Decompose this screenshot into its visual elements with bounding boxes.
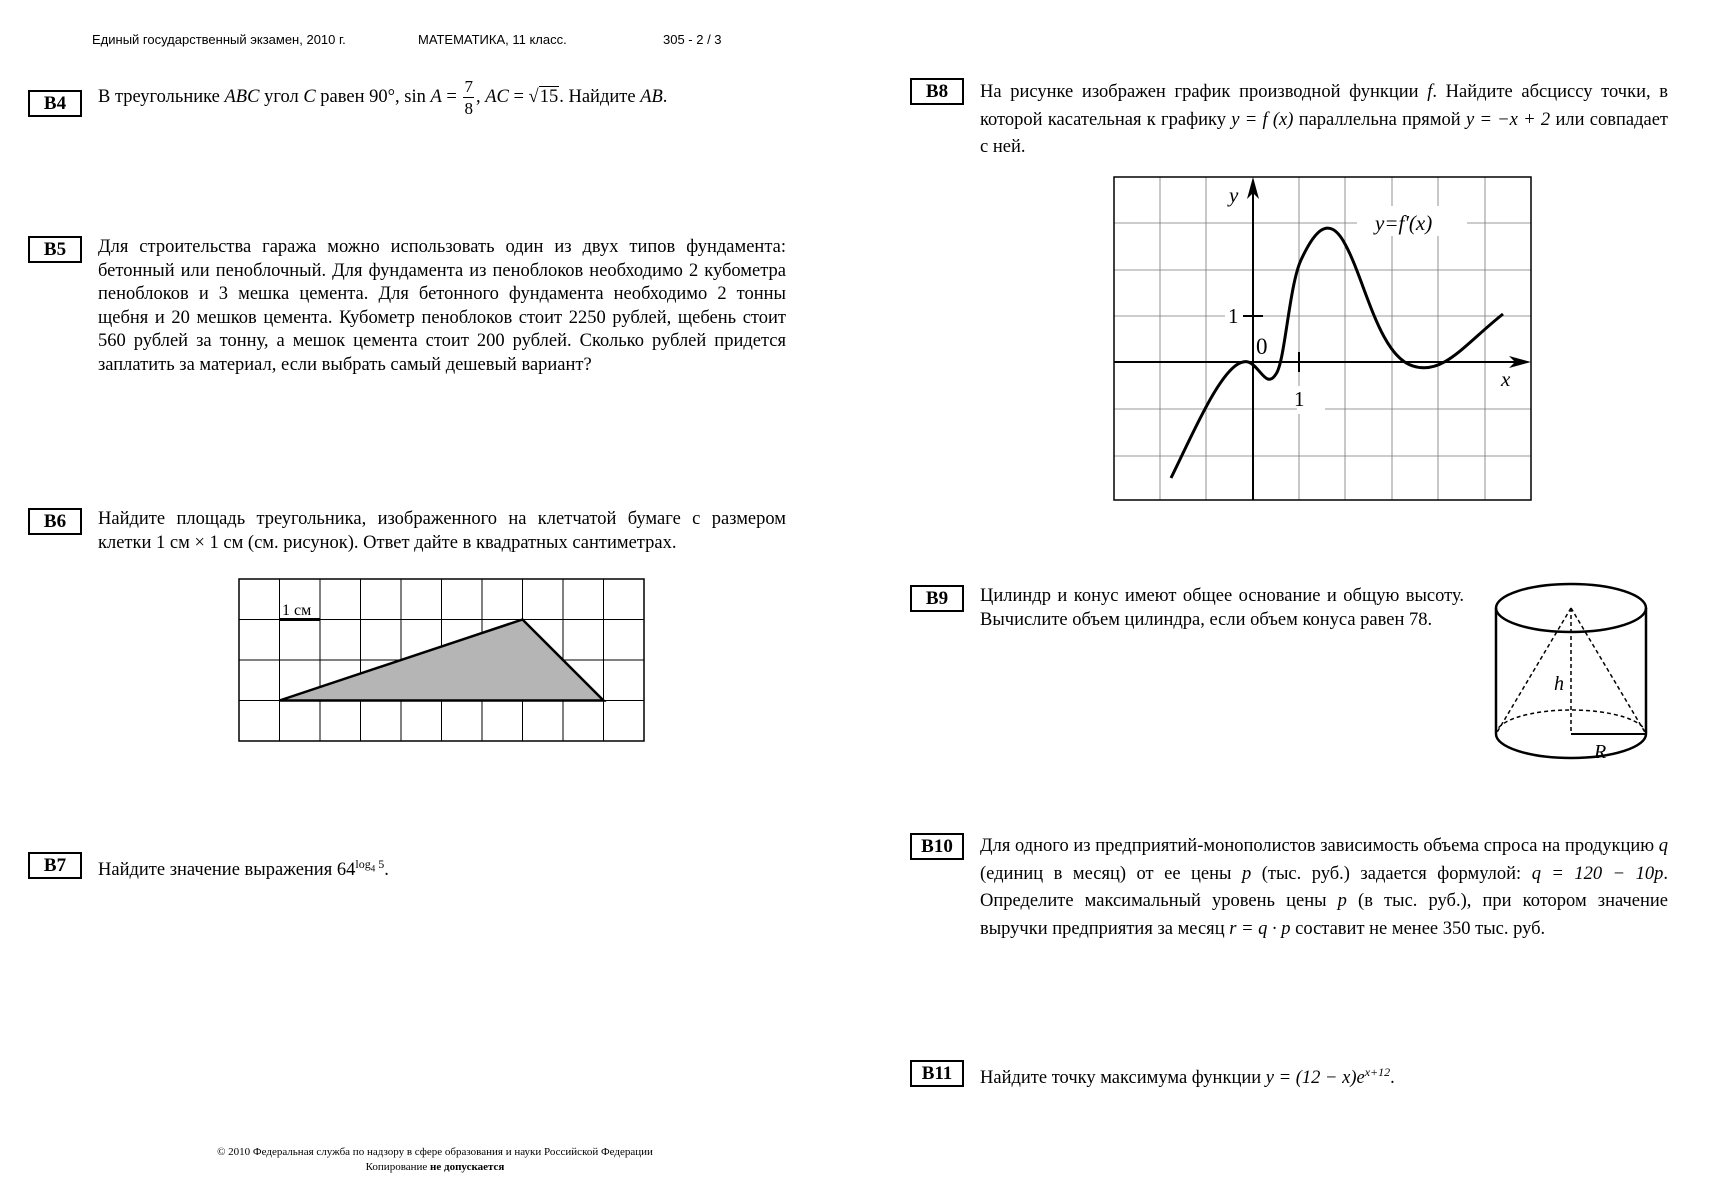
- radius-label: R: [1594, 741, 1607, 763]
- task-b9-text: Цилиндр и конус имеют общее основание и общую высоту. Вычислите объем цилиндра, если объем конуса равен 78.: [980, 586, 1464, 630]
- derivative-curve: [1171, 228, 1503, 478]
- task-label-b11: B11: [910, 1060, 964, 1087]
- task-b4-text: В треугольнике ABC угол C равен 90°, sin A = $\frac{7}{8}$ , AC = √15. Найдите AB.: [98, 77, 668, 118]
- triangle-grid-figure: [238, 578, 648, 746]
- header-page: 305 - 2 / 3: [663, 32, 722, 47]
- origin-label: 0: [1256, 334, 1268, 359]
- footer-copyright: © 2010 Федеральная служба по надзору в сфере образования и науки Российской Федерации: [217, 1146, 653, 1158]
- height-label: h: [1554, 673, 1564, 695]
- task-b8-text: На рисунке изображен график производной функции f. Найдите абсциссу точки, в которой касательная к графику y = f (x) параллельна прямой y = −x + 2 или совпадает с ней.: [980, 82, 1669, 158]
- y-unit-label: 1: [1228, 304, 1239, 328]
- task-b11-text: Найдите точку максимума функции $y = (12 - x)e^{x+12}$.: [980, 1065, 1395, 1089]
- task-label-b10: B10: [910, 833, 964, 860]
- header-exam: Единый государственный экзамен, 2010 г.: [92, 32, 346, 47]
- task-b7-text: Найдите значение выражения $64^{log_4 5}$.: [98, 857, 389, 881]
- fraction-7-8: $\frac{7}{8}$: [464, 77, 473, 118]
- scale-label: 1 см: [282, 602, 312, 619]
- task-label-b8: B8: [910, 78, 964, 105]
- task-label-b4: B4: [28, 90, 82, 117]
- x-unit-label: 1: [1294, 387, 1305, 411]
- cylinder-cone-figure: [1488, 580, 1656, 766]
- task-label-b7: B7: [28, 852, 82, 879]
- curve-label: y=f′(x): [1375, 211, 1433, 235]
- task-b5-text: Для строительства гаража можно использовать один из двух типов фундамента: бетонный или пеноблочный. Для фундамента из пеноблоков необходимо 2 кубометра пеноблоков и 3 мешка цемента. Для бетонного фундамента необходимо 2 тонны щебня и 20 мешков цемента. Кубометр пеноблоков стоит 2250 рублей, щебень стоит 560 рублей за тонну, а мешок цемента стоит 200 рублей. Сколько рублей придется заплатить за материал, если выбрать самый дешевый вариант?: [98, 237, 786, 375]
- task-label-b5: B5: [28, 236, 82, 263]
- task-label-b6: B6: [28, 508, 82, 535]
- task-label-b9: B9: [910, 585, 964, 612]
- x-axis-label: x: [1501, 367, 1511, 391]
- task-b6-text: Найдите площадь треугольника, изображенного на клетчатой бумаге с размером клетки 1 см × 1 см (см. рисунок). Ответ дайте в квадратных сантиметрах.: [98, 509, 786, 553]
- footer-notice: Копирование не допускается: [365, 1161, 505, 1173]
- task-b10-text: Для одного из предприятий-монополистов зависимость объема спроса на продукцию q (единиц в месяц) от ее цены p (тыс. руб.) задается формулой: q = 120 − 10p. Определите максимальный уровень цены p (в тыс. руб.), при котором значение выручки предприятия за месяц r = q · p составит не менее 350 тыс. руб.: [980, 836, 1669, 939]
- header-subject: МАТЕМАТИКА, 11 класс.: [418, 32, 567, 47]
- y-axis-label: y: [1229, 183, 1239, 207]
- derivative-graph: [1113, 176, 1533, 504]
